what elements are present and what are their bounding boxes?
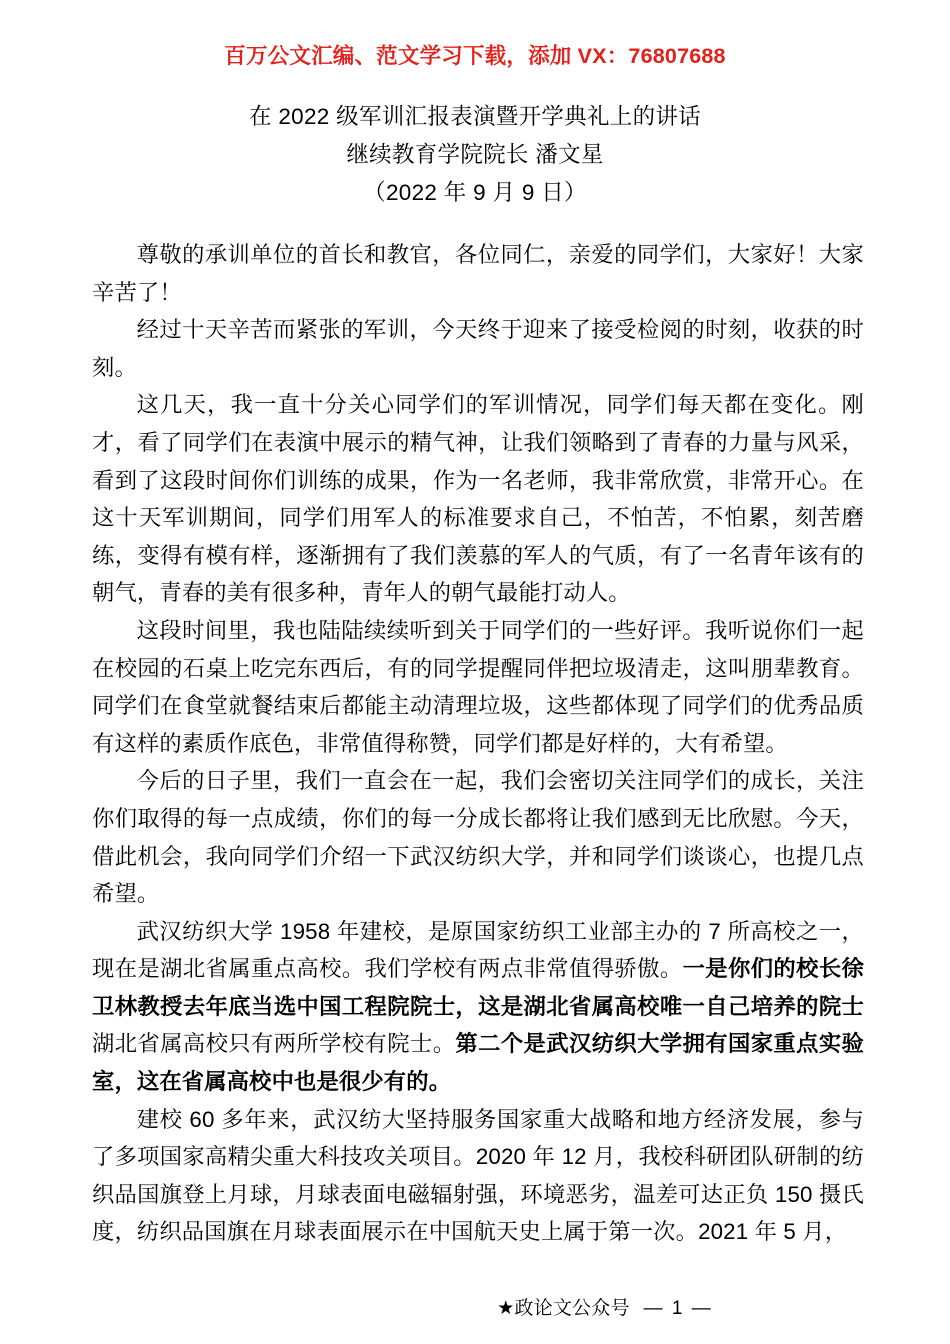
- body-paragraph: [92, 913, 864, 1101]
- body-paragraph: [92, 1101, 864, 1251]
- footer-watermark: ★政论文公众号: [497, 1298, 630, 1319]
- document-title: 在 2022 级军训汇报表演暨开学典礼上的讲话: [249, 104, 701, 129]
- promo-banner-text: 百万公文汇编、范文学习下载，添加 VX：76807688: [224, 44, 726, 68]
- text-run: 这几天，我一直十分关心同学们的军训情况，同学们每天都在变化。刚才，看了同学们在表演中展示的精气神，让我们领略到了青春的力量与风采，看到了这段时间你们训练的成果，作为一名老师，我非常欣赏，非常开心。在这十天军训期间，同学们用军人的标准要求自己，不怕苦，不怕累，刻苦磨练，变得有模有样，逐渐拥有了我们羡慕的军人的气质，有了一名青年该有的朝气，青春的美有很多种，青年人的朝气最能打动人。: [92, 392, 864, 606]
- page-number: — 1 —: [643, 1298, 713, 1319]
- text-run: 建校 60 多年来，武汉纺大坚持服务国家重大战略和地方经济发展，参与了多项国家高精尖重大科技攻关项目。2020 年 12 月，我校科研团队研制的纺织品国旗登上月球，月球表面电磁辐射强，环境恶劣，温差可达正负 150 摄氏度，纺织品国旗在月球表面展示在中国航天史上属于第一次。2021 年 5 月，: [92, 1106, 864, 1245]
- text-run: 湖北省属高校只有两所学校有院士。: [92, 1031, 456, 1057]
- emphasis-run: 第二个是武汉纺织大学拥有国家重点实验室，这在省属高校中也是很少有的。: [92, 1031, 864, 1095]
- body-paragraph: [92, 612, 864, 762]
- text-run: 经过十天辛苦而紧张的军训，今天终于迎来了接受检阅的时刻，收获的时刻。: [92, 317, 864, 380]
- text-run: 尊敬的承训单位的首长和教官，各位同仁，亲爱的同学们，大家好！大家辛苦了！: [92, 242, 864, 305]
- title-block: [0, 100, 950, 209]
- text-run: 这段时间里，我也陆陆续续听到关于同学们的一些好评。我听说你们一起在校园的石桌上吃完东西后，有的同学提醒同伴把垃圾清走，这叫朋辈教育。同学们在食堂就餐结束后都能主动清理垃圾，这些都体现了同学们的优秀品质有这样的素质作底色，非常值得称赞，同学们都是好样的，大有希望。: [92, 617, 864, 756]
- body-paragraph: [92, 311, 864, 386]
- text-run: 武汉纺织大学 1958 年建校，是原国家纺织工业部主办的 7 所高校之一，现在是湖北省属重点高校。我们学校有两点非常值得骄傲。: [92, 918, 864, 982]
- document-byline: 继续教育学院院长 潘文星: [346, 142, 604, 167]
- document-body: [92, 236, 864, 1251]
- emphasis-run: 一是你们的校长徐卫林教授去年底当选中国工程院院士，这是湖北省属高校唯一自己培养的院士: [92, 956, 865, 1019]
- body-paragraph: [92, 386, 864, 612]
- body-paragraph: [92, 236, 864, 311]
- document-date: （2022 年 9 月 9 日）: [363, 180, 587, 205]
- page-footer: [0, 1297, 950, 1321]
- body-paragraph: [92, 762, 864, 912]
- text-run: 今后的日子里，我们一直会在一起，我们会密切关注同学们的成长，关注你们取得的每一点成绩，你们的每一分成长都将让我们感到无比欣慰。今天，借此机会，我向同学们介绍一下武汉纺织大学，并和同学们谈谈心，也提几点希望。: [92, 768, 864, 907]
